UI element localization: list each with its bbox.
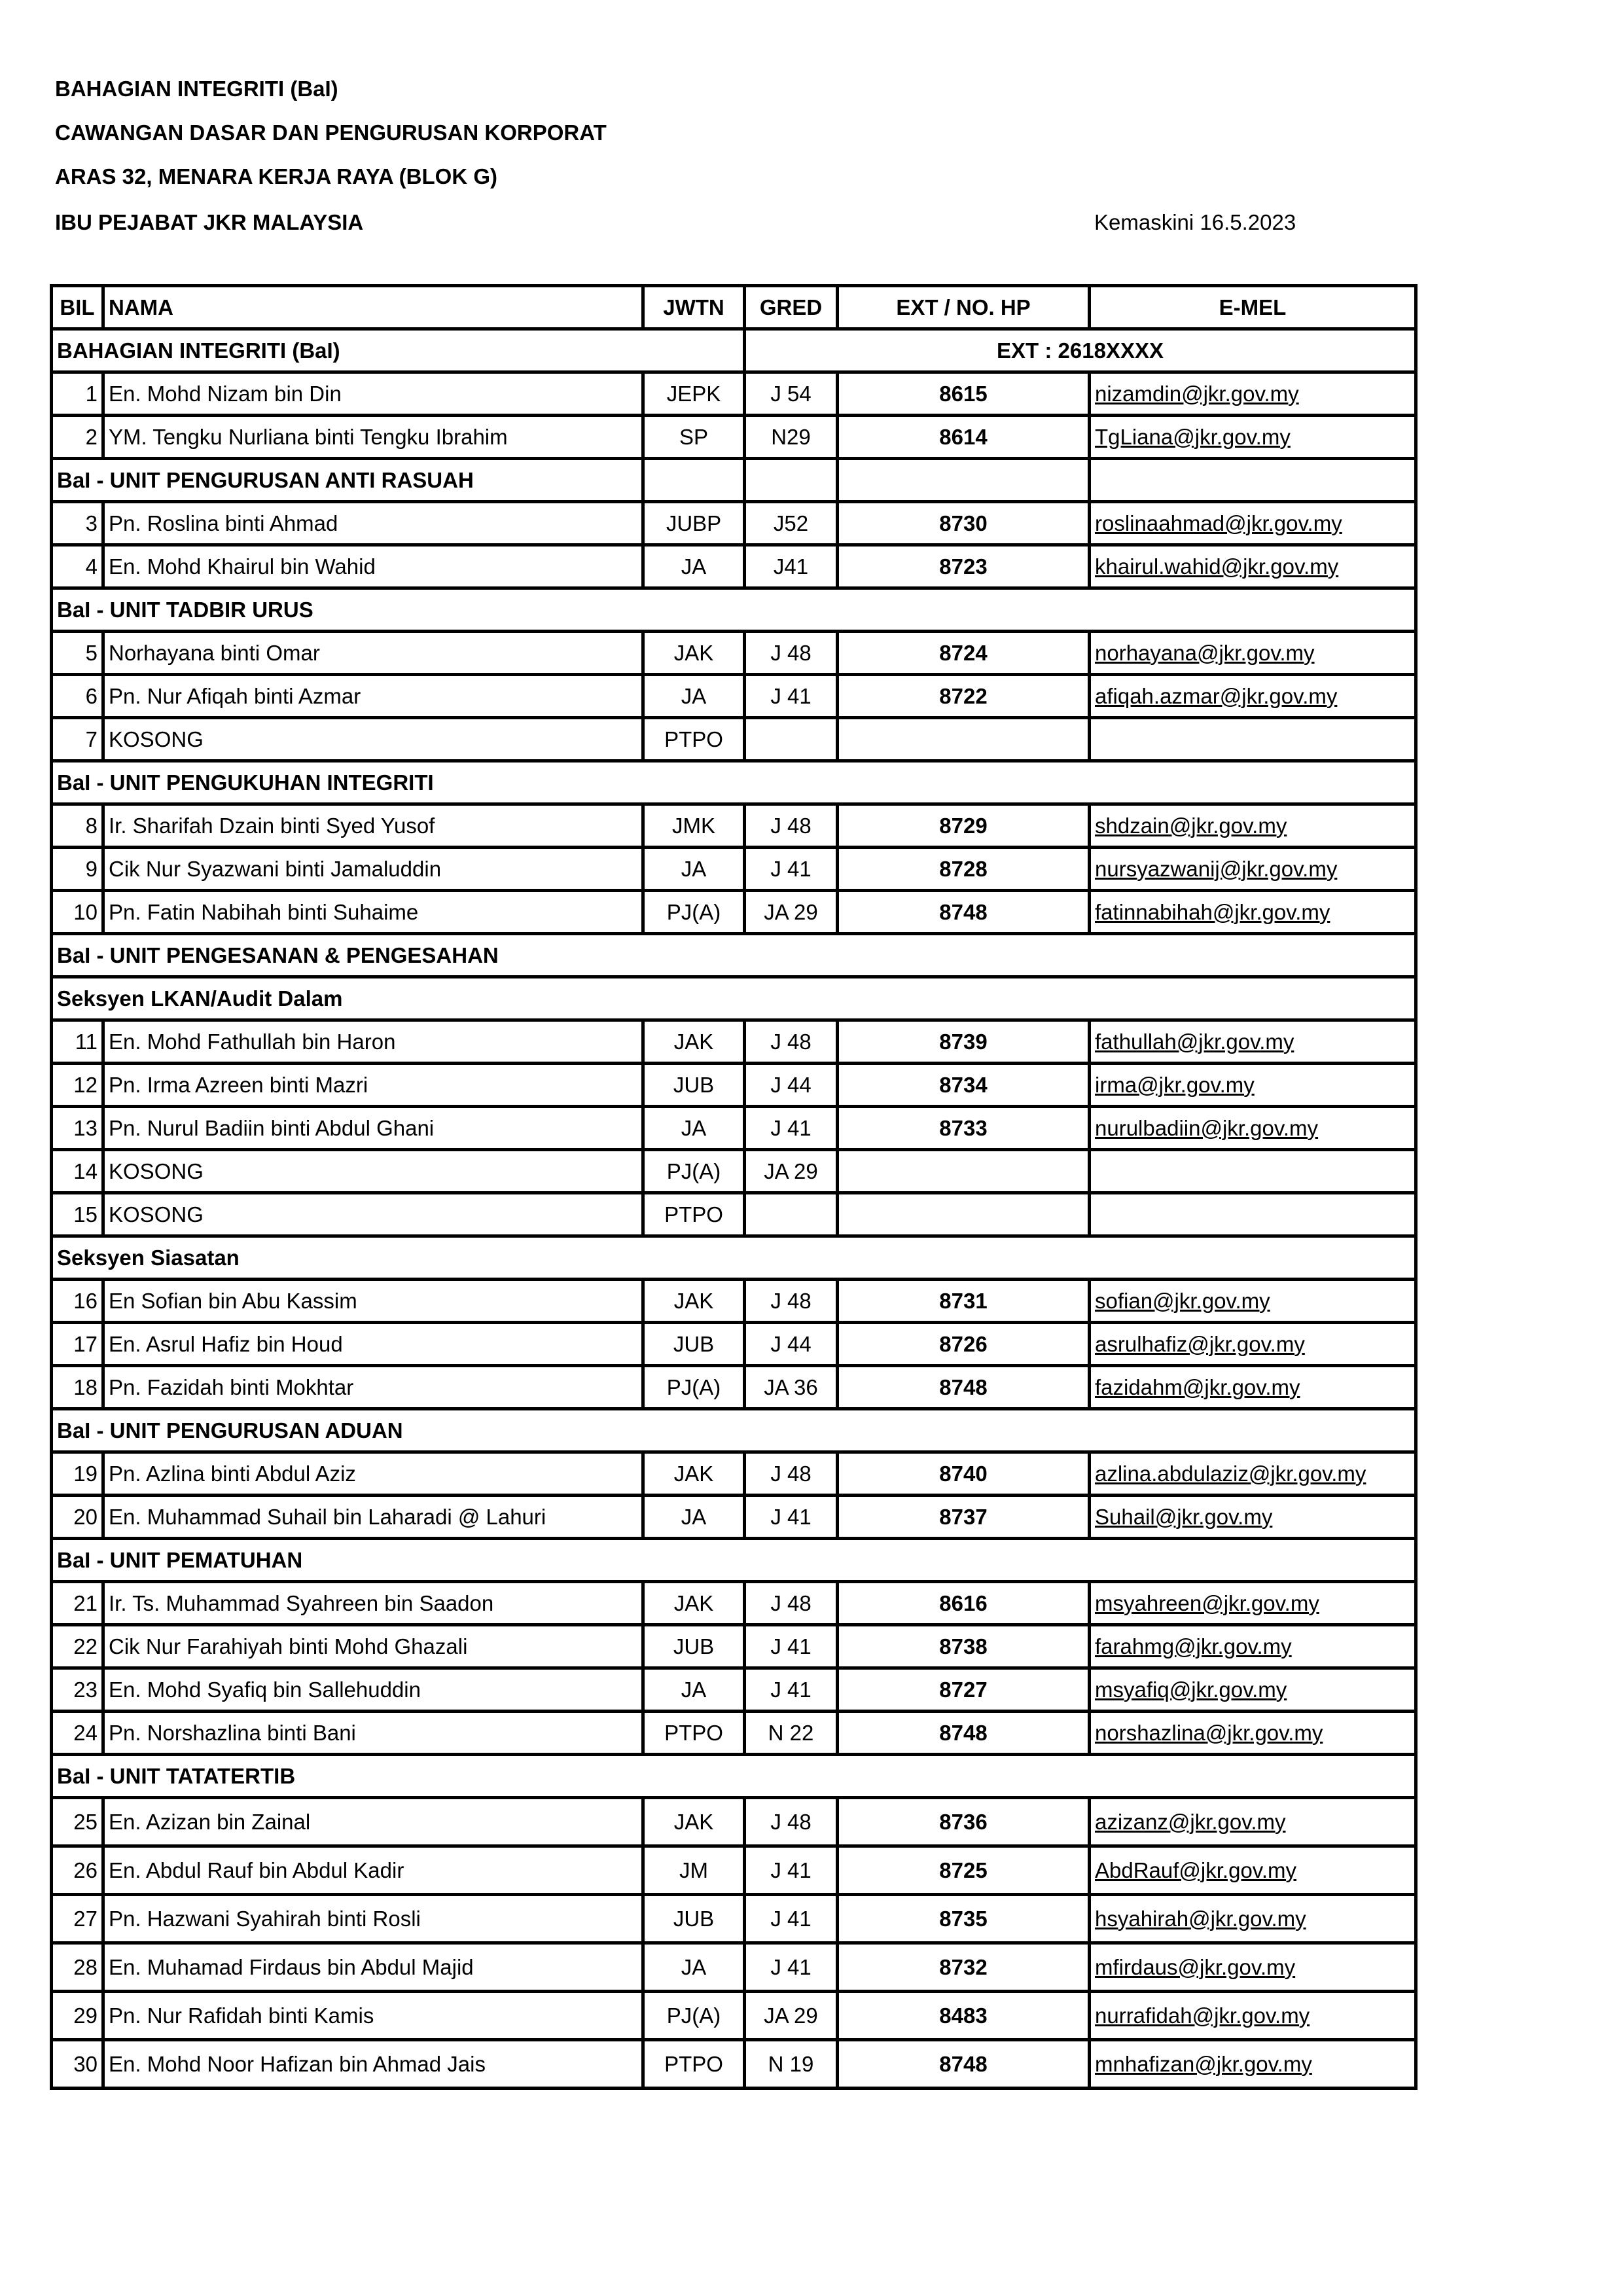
cell-jwtn: PTPO [643,2040,745,2089]
cell-nama: Pn. Fatin Nabihah binti Suhaime [103,891,643,934]
table-row [52,1846,1416,1895]
cell-bil: 24 [52,1712,103,1755]
cell-bil: 10 [52,891,103,934]
col-header-nama: NAMA [103,286,643,329]
table-row [52,1496,1416,1539]
cell-ext [838,718,1090,761]
cell-nama: En. Mohd Fathullah bin Haron [103,1020,643,1064]
cell-jwtn: JA [643,1496,745,1539]
cell-nama: En. Mohd Khairul bin Wahid [103,545,643,588]
section-label: BaI - UNIT TATATERTIB [52,1755,1416,1798]
cell-emel: nursyazwanij@jkr.gov.my [1090,848,1416,891]
cell-emel: msyafiq@jkr.gov.my [1090,1668,1416,1712]
cell-bil: 8 [52,804,103,848]
cell-nama: Pn. Nurul Badiin binti Abdul Ghani [103,1107,643,1150]
cell-nama: En. Mohd Syafiq bin Sallehuddin [103,1668,643,1712]
cell-nama: En. Mohd Noor Hafizan bin Ahmad Jais [103,2040,643,2089]
cell-emel: azlina.abdulaziz@jkr.gov.my [1090,1452,1416,1496]
table-row [52,545,1416,588]
cell-nama: En. Asrul Hafiz bin Houd [103,1323,643,1366]
cell-jwtn: JAK [643,1452,745,1496]
cell-emel: nurrafidah@jkr.gov.my [1090,1992,1416,2040]
cell-emel: irma@jkr.gov.my [1090,1064,1416,1107]
cell-gred: J 41 [745,1107,838,1150]
cell-jwtn: JAK [643,1582,745,1625]
cell-ext: 8729 [838,804,1090,848]
table-row [52,804,1416,848]
cell-jwtn: JAK [643,632,745,675]
table-row [52,1992,1416,2040]
cell-gred: JA 29 [745,891,838,934]
cell-nama: KOSONG [103,718,643,761]
cell-jwtn: JUB [643,1323,745,1366]
cell-gred: J 48 [745,1582,838,1625]
col-header-bil: BIL [52,286,103,329]
cell-ext: 8615 [838,372,1090,416]
cell-emel: fatinnabihah@jkr.gov.my [1090,891,1416,934]
section-row [52,1755,1416,1798]
cell-bil: 26 [52,1846,103,1895]
cell-ext: 8733 [838,1107,1090,1150]
section-label: BAHAGIAN INTEGRITI (BaI) [52,329,745,372]
cell-bil: 21 [52,1582,103,1625]
cell-bil: 2 [52,416,103,459]
header-line-2: CAWANGAN DASAR DAN PENGURUSAN KORPORAT [55,120,607,145]
col-header-emel: E-MEL [1090,286,1416,329]
cell-nama: En Sofian bin Abu Kassim [103,1280,643,1323]
cell-gred: J 48 [745,632,838,675]
cell-ext: 8736 [838,1798,1090,1846]
cell-emel: norhayana@jkr.gov.my [1090,632,1416,675]
cell-ext: 8748 [838,2040,1090,2089]
cell-jwtn: PJ(A) [643,1366,745,1409]
cell-ext: 8738 [838,1625,1090,1668]
cell-bil: 4 [52,545,103,588]
cell-bil: 6 [52,675,103,718]
cell-emel: roslinaahmad@jkr.gov.my [1090,502,1416,545]
cell-ext: 8739 [838,1020,1090,1064]
cell-bil: 14 [52,1150,103,1193]
table-row [52,1366,1416,1409]
cell-gred: J 41 [745,1625,838,1668]
cell-jwtn: JAK [643,1798,745,1846]
cell-jwtn: JUB [643,1895,745,1943]
cell-gred: J 41 [745,1496,838,1539]
cell-nama: KOSONG [103,1193,643,1236]
cell-bil: 19 [52,1452,103,1496]
cell-gred: J 44 [745,1323,838,1366]
table-row [52,1582,1416,1625]
table-row [52,1712,1416,1755]
cell-bil: 29 [52,1992,103,2040]
section-label: Seksyen LKAN/Audit Dalam [52,977,1416,1020]
table-row [52,1452,1416,1496]
cell-bil: 5 [52,632,103,675]
table-row [52,891,1416,934]
cell-nama: Pn. Irma Azreen binti Mazri [103,1064,643,1107]
section-label: BaI - UNIT TADBIR URUS [52,588,1416,632]
cell-bil: 27 [52,1895,103,1943]
cell-bil: 17 [52,1323,103,1366]
cell-bil: 12 [52,1064,103,1107]
section-row [52,977,1416,1020]
table-body [52,329,1416,2089]
cell-gred: J 41 [745,1846,838,1895]
cell-emel: mnhafizan@jkr.gov.my [1090,2040,1416,2089]
section-row [52,1236,1416,1280]
table-row [52,848,1416,891]
cell-nama: KOSONG [103,1150,643,1193]
table-row [52,1064,1416,1107]
table-header-row [52,286,1416,329]
cell-emel: fathullah@jkr.gov.my [1090,1020,1416,1064]
table-row [52,1943,1416,1992]
table-row [52,502,1416,545]
section-row [52,1409,1416,1452]
cell-gred: J52 [745,502,838,545]
cell-jwtn: JUBP [643,502,745,545]
cell-emel: asrulhafiz@jkr.gov.my [1090,1323,1416,1366]
cell-bil: 1 [52,372,103,416]
cell-bil: 7 [52,718,103,761]
cell-emel: msyahreen@jkr.gov.my [1090,1582,1416,1625]
cell-nama: YM. Tengku Nurliana binti Tengku Ibrahim [103,416,643,459]
cell-bil: 23 [52,1668,103,1712]
cell-jwtn: PTPO [643,1193,745,1236]
cell-nama: Cik Nur Syazwani binti Jamaluddin [103,848,643,891]
cell-jwtn: JUB [643,1625,745,1668]
cell-emel [1090,1150,1416,1193]
section-row [52,934,1416,977]
cell-emel [1090,459,1416,502]
table-row [52,1798,1416,1846]
cell-gred: J 41 [745,1895,838,1943]
cell-emel: azizanz@jkr.gov.my [1090,1798,1416,1846]
cell-ext: 8737 [838,1496,1090,1539]
cell-gred: J 41 [745,675,838,718]
section-row [52,329,1416,372]
update-date: Kemaskini 16.5.2023 [1094,210,1296,234]
cell-nama: Pn. Nur Afiqah binti Azmar [103,675,643,718]
cell-emel: fazidahm@jkr.gov.my [1090,1366,1416,1409]
cell-emel: TgLiana@jkr.gov.my [1090,416,1416,459]
section-row [52,1539,1416,1582]
cell-jwtn: JA [643,848,745,891]
cell-ext: 8483 [838,1992,1090,2040]
cell-bil: 13 [52,1107,103,1150]
cell-bil: 28 [52,1943,103,1992]
cell-nama: En. Muhamad Firdaus bin Abdul Majid [103,1943,643,1992]
cell-ext: 8726 [838,1323,1090,1366]
cell-nama: Pn. Hazwani Syahirah binti Rosli [103,1895,643,1943]
cell-jwtn: JMK [643,804,745,848]
cell-bil: 20 [52,1496,103,1539]
cell-nama: Ir. Ts. Muhammad Syahreen bin Saadon [103,1582,643,1625]
cell-ext: 8728 [838,848,1090,891]
header-line-3: ARAS 32, MENARA KERJA RAYA (BLOK G) [55,164,497,188]
cell-emel [1090,718,1416,761]
cell-bil: 3 [52,502,103,545]
cell-nama: Pn. Roslina binti Ahmad [103,502,643,545]
cell-nama: En. Abdul Rauf bin Abdul Kadir [103,1846,643,1895]
cell-emel: nizamdin@jkr.gov.my [1090,372,1416,416]
cell-gred: J 48 [745,1798,838,1846]
cell-ext: 8730 [838,502,1090,545]
cell-ext: 8614 [838,416,1090,459]
table-row [52,1895,1416,1943]
cell-bil: 18 [52,1366,103,1409]
cell-ext: 8748 [838,1712,1090,1755]
cell-bil: 25 [52,1798,103,1846]
cell-gred: J 48 [745,1452,838,1496]
section-label: BaI - UNIT PEMATUHAN [52,1539,1416,1582]
cell-gred: N 22 [745,1712,838,1755]
table-row [52,1625,1416,1668]
section-label: BaI - UNIT PENGURUSAN ANTI RASUAH [52,459,643,502]
cell-gred: N29 [745,416,838,459]
cell-emel [1090,1193,1416,1236]
cell-nama: En. Muhammad Suhail bin Laharadi @ Lahuri [103,1496,643,1539]
col-header-gred: GRED [745,286,838,329]
cell-bil: 15 [52,1193,103,1236]
section-label: BaI - UNIT PENGURUSAN ADUAN [52,1409,1416,1452]
header-line-1: BAHAGIAN INTEGRITI (BaI) [55,77,338,101]
cell-ext [838,1150,1090,1193]
cell-jwtn: PTPO [643,718,745,761]
cell-ext: 8616 [838,1582,1090,1625]
cell-nama: Ir. Sharifah Dzain binti Syed Yusof [103,804,643,848]
cell-gred: J 48 [745,1020,838,1064]
cell-emel: shdzain@jkr.gov.my [1090,804,1416,848]
cell-nama: Norhayana binti Omar [103,632,643,675]
cell-jwtn: PJ(A) [643,1992,745,2040]
cell-emel: farahmg@jkr.gov.my [1090,1625,1416,1668]
cell-ext [838,1193,1090,1236]
cell-bil: 11 [52,1020,103,1064]
cell-ext: 8740 [838,1452,1090,1496]
table-row [52,1107,1416,1150]
cell-jwtn: JA [643,1668,745,1712]
cell-gred: J 41 [745,1943,838,1992]
cell-nama: En. Azizan bin Zainal [103,1798,643,1846]
cell-ext: 8723 [838,545,1090,588]
table-row [52,632,1416,675]
cell-ext: 8734 [838,1064,1090,1107]
cell-emel: mfirdaus@jkr.gov.my [1090,1943,1416,1992]
table-row [52,1150,1416,1193]
cell-jwtn: JAK [643,1020,745,1064]
cell-jwtn: JAK [643,1280,745,1323]
cell-ext: 8727 [838,1668,1090,1712]
cell-nama: Cik Nur Farahiyah binti Mohd Ghazali [103,1625,643,1668]
col-header-ext: EXT / NO. HP [838,286,1090,329]
cell-gred: J 44 [745,1064,838,1107]
table-row [52,416,1416,459]
section-row [52,761,1416,804]
cell-jwtn: JA [643,675,745,718]
cell-ext [838,459,1090,502]
section-label: BaI - UNIT PENGESANAN & PENGESAHAN [52,934,1416,977]
cell-jwtn: PJ(A) [643,891,745,934]
section-extension: EXT : 2618XXXX [745,329,1416,372]
cell-gred: J41 [745,545,838,588]
section-row [52,459,1416,502]
cell-emel: Suhail@jkr.gov.my [1090,1496,1416,1539]
cell-ext: 8732 [838,1943,1090,1992]
cell-jwtn: SP [643,416,745,459]
table-row [52,372,1416,416]
cell-gred: JA 29 [745,1992,838,2040]
cell-nama: Pn. Fazidah binti Mokhtar [103,1366,643,1409]
table-row [52,2040,1416,2089]
cell-jwtn: JUB [643,1064,745,1107]
cell-emel: afiqah.azmar@jkr.gov.my [1090,675,1416,718]
staff-directory-table [50,284,1418,2090]
cell-emel: nurulbadiin@jkr.gov.my [1090,1107,1416,1150]
cell-jwtn: PJ(A) [643,1150,745,1193]
table-row [52,1280,1416,1323]
cell-gred: J 41 [745,1668,838,1712]
cell-bil: 30 [52,2040,103,2089]
cell-ext: 8748 [838,891,1090,934]
section-label: BaI - UNIT PENGUKUHAN INTEGRITI [52,761,1416,804]
cell-gred [745,718,838,761]
cell-ext: 8748 [838,1366,1090,1409]
cell-nama: Pn. Norshazlina binti Bani [103,1712,643,1755]
table-row [52,1323,1416,1366]
cell-jwtn: JM [643,1846,745,1895]
cell-ext: 8722 [838,675,1090,718]
cell-emel: norshazlina@jkr.gov.my [1090,1712,1416,1755]
cell-gred: JA 29 [745,1150,838,1193]
cell-emel: sofian@jkr.gov.my [1090,1280,1416,1323]
cell-jwtn [643,459,745,502]
cell-bil: 22 [52,1625,103,1668]
cell-gred: J 54 [745,372,838,416]
cell-ext: 8731 [838,1280,1090,1323]
cell-jwtn: JA [643,1107,745,1150]
table-row [52,675,1416,718]
cell-jwtn: JA [643,1943,745,1992]
cell-nama: Pn. Azlina binti Abdul Aziz [103,1452,643,1496]
cell-bil: 16 [52,1280,103,1323]
table-row [52,1020,1416,1064]
cell-emel: AbdRauf@jkr.gov.my [1090,1846,1416,1895]
cell-jwtn: PTPO [643,1712,745,1755]
header-line-4: IBU PEJABAT JKR MALAYSIA [55,210,364,234]
cell-gred [745,459,838,502]
cell-ext: 8724 [838,632,1090,675]
table-row [52,1668,1416,1712]
cell-jwtn: JEPK [643,372,745,416]
cell-emel: hsyahirah@jkr.gov.my [1090,1895,1416,1943]
cell-gred: J 48 [745,804,838,848]
cell-gred: J 48 [745,1280,838,1323]
cell-gred: N 19 [745,2040,838,2089]
section-row [52,588,1416,632]
cell-ext: 8735 [838,1895,1090,1943]
cell-gred: J 41 [745,848,838,891]
section-label: Seksyen Siasatan [52,1236,1416,1280]
cell-bil: 9 [52,848,103,891]
cell-nama: En. Mohd Nizam bin Din [103,372,643,416]
cell-gred [745,1193,838,1236]
table-row [52,1193,1416,1236]
col-header-jwtn: JWTN [643,286,745,329]
cell-gred: JA 36 [745,1366,838,1409]
table-row [52,718,1416,761]
cell-nama: Pn. Nur Rafidah binti Kamis [103,1992,643,2040]
cell-emel: khairul.wahid@jkr.gov.my [1090,545,1416,588]
cell-ext: 8725 [838,1846,1090,1895]
cell-jwtn: JA [643,545,745,588]
